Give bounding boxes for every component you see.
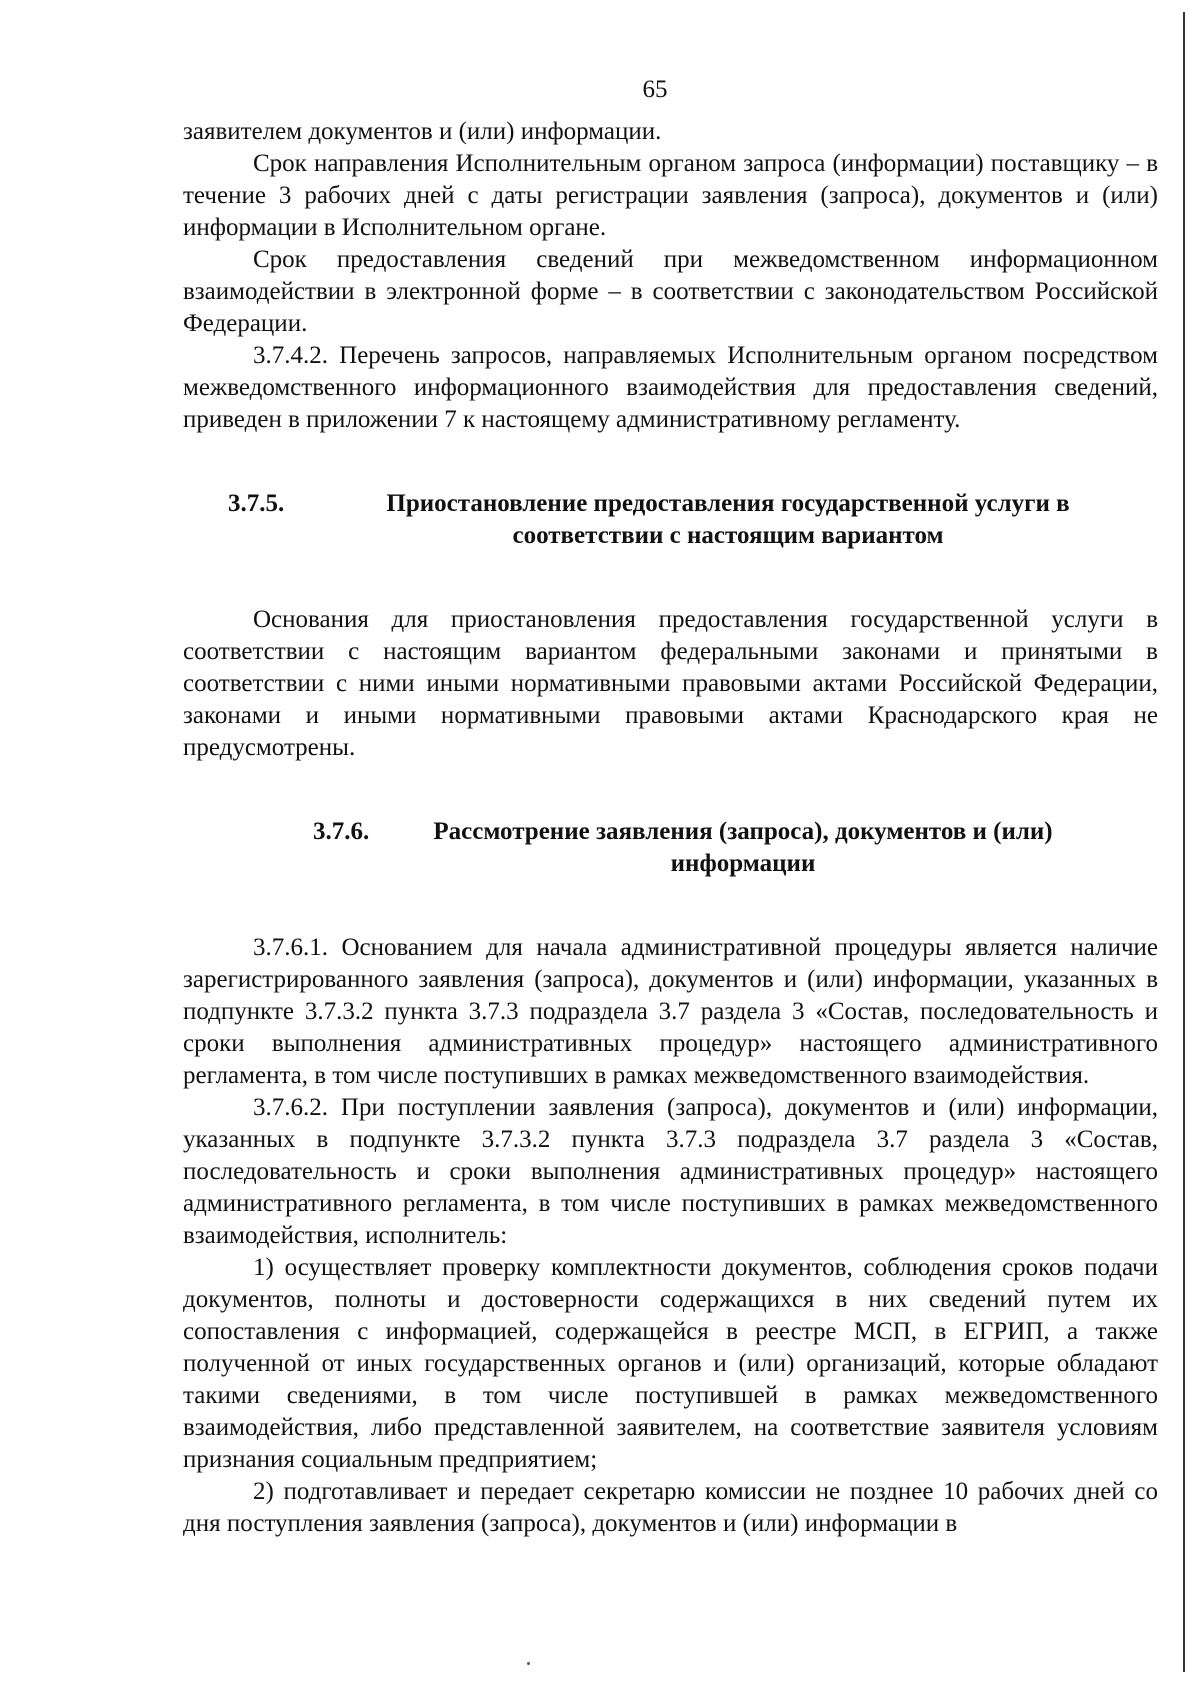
section-heading-3-7-6 — [183, 816, 1158, 880]
section-heading-3-7-5 — [183, 488, 1158, 552]
list-item: 2) подготавливает и передает секретарю комиссии не позднее 10 рабочих дней со дня поступления заявления (запроса), документов и (или) информации в — [183, 1478, 1158, 1537]
paragraph: Срок предоставления сведений при межведомственном информационном взаимодействии в электронной форме – в соответствии с законодательством Российской Федерации. — [183, 246, 1158, 337]
paragraph: Срок направления Исполнительным органом запроса (информации) поставщику – в течение 3 рабочих дней с даты регистрации заявления (запроса), документов и (или) информации в Исполнительном органе. — [183, 150, 1158, 241]
page-number: 65 — [642, 76, 668, 103]
section-title: Приостановление предоставления государственной услуги в соответствии с настоящим вариантом — [386, 490, 1070, 549]
paragraph: 3.7.6.2. При поступлении заявления (запроса), документов и (или) информации, указанных в подпункте 3.7.3.2 пункта 3.7.3 подраздела 3.7 раздела 3 «Состав, последовательность и сроки выполнения административных процедур» настоящего административного регламента, в том числе поступивших в рамках межведомственного взаимодействия, исполнитель: — [183, 1094, 1158, 1249]
scan-edge-line — [1183, 12, 1185, 1672]
section-number: 3.7.5. — [228, 490, 285, 517]
paragraph-continuation: заявителем документов и (или) информации. — [183, 118, 662, 145]
paragraph: Основания для приостановления предоставления государственной услуги в соответствии с настоящим вариантом федеральными законами и принятыми в соответствии с ними иными нормативными правовыми актами Российской Федерации, законами и иными нормативными правовыми актами Краснодарского края не предусмотрены. — [183, 606, 1158, 761]
section-number: 3.7.6. — [313, 818, 370, 845]
section-title: Рассмотрение заявления (запроса), документов и (или) информации — [433, 818, 1053, 877]
document-body — [183, 116, 1158, 1540]
list-item: 1) осуществляет проверку комплектности документов, соблюдения сроков подачи документов, полноты и достоверности содержащихся в них сведений путем их сопоставления с информацией, содержащейся в реестре МСП, в ЕГРИП, а также полученной от иных государственных органов и (или) организаций, которые обладают такими сведениями, в том числе поступившей в рамках межведомственного взаимодействия, либо представленной заявителем, на соответствие заявителя условиям признания социальным предприятием; — [183, 1254, 1158, 1473]
paragraph: 3.7.4.2. Перечень запросов, направляемых Исполнительным органом посредством межведомственного информационного взаимодействия для предоставления сведений, приведен в приложении 7 к настоящему административному регламенту. — [183, 342, 1158, 433]
scan-speck — [527, 1662, 530, 1665]
paragraph: 3.7.6.1. Основанием для начала административной процедуры является наличие зарегистрированного заявления (запроса), документов и (или) информации, указанных в подпункте 3.7.3.2 пункта 3.7.3 подраздела 3.7 раздела 3 «Состав, последовательность и сроки выполнения административных процедур» настоящего административного регламента, в том числе поступивших в рамках межведомственного взаимодействия. — [183, 934, 1158, 1089]
